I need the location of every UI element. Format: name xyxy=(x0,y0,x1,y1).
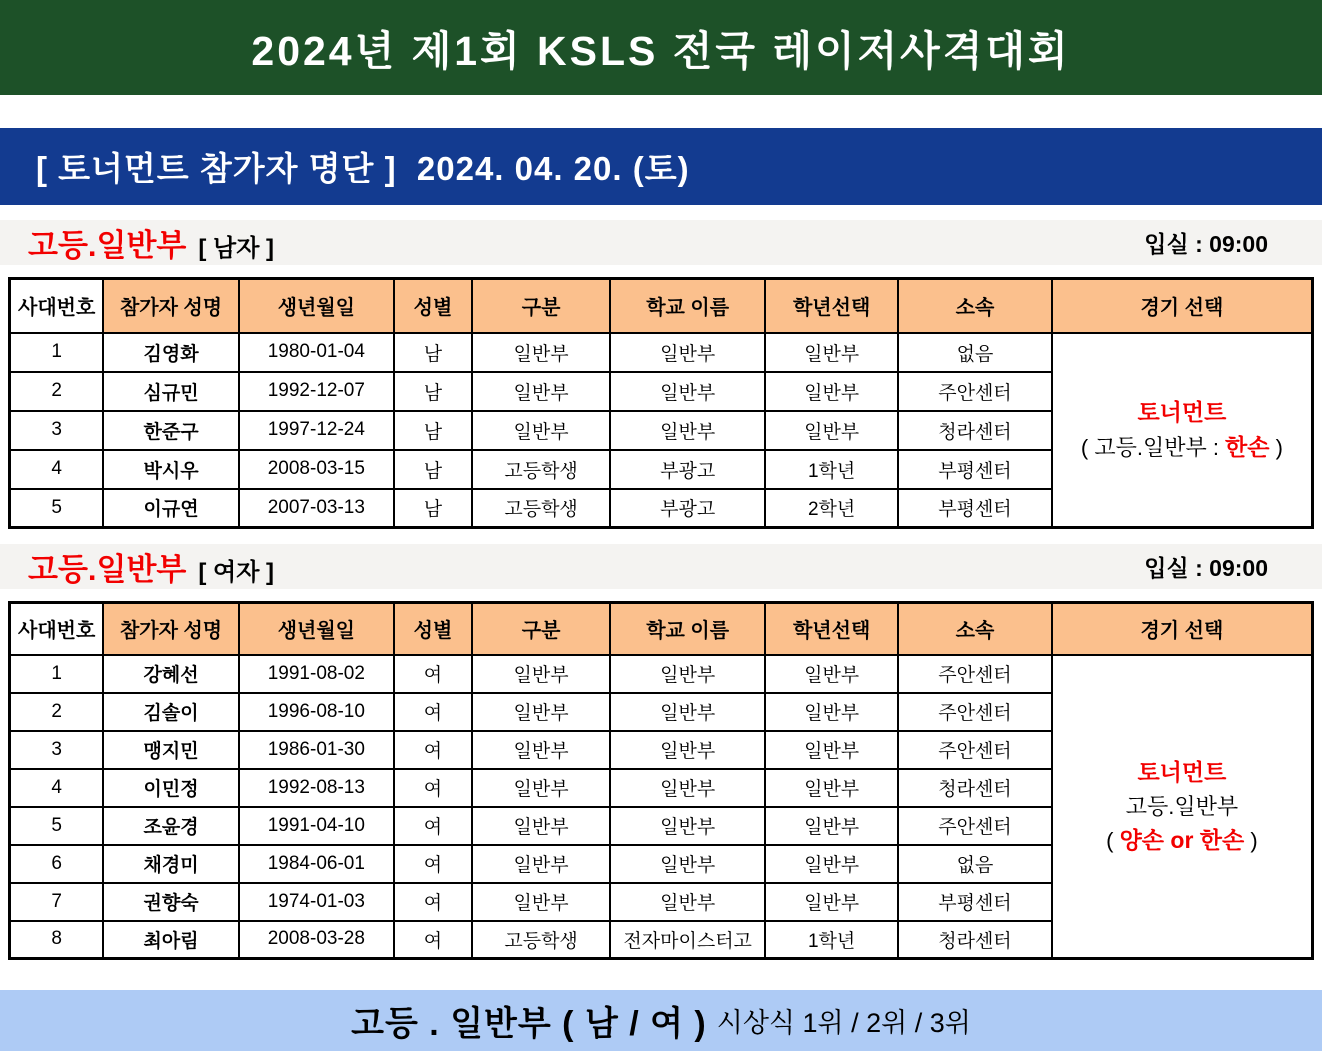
cell-name: 이민정 xyxy=(103,769,239,807)
cell-school: 일반부 xyxy=(610,845,765,883)
division-label: 고등.일반부 xyxy=(28,228,187,263)
header-row xyxy=(10,279,1313,333)
cell-affiliation: 주안센터 xyxy=(898,731,1052,769)
cell-affiliation: 주안센터 xyxy=(898,807,1052,845)
cell-category: 일반부 xyxy=(472,655,610,693)
cell-gender: 남 xyxy=(394,372,472,411)
female-roster-table xyxy=(8,601,1314,960)
cell-grade: 일반부 xyxy=(765,411,898,450)
roster-banner-title: [ 토너먼트 참가자 명단 ] 2024. 04. 20. (토) xyxy=(36,150,690,187)
cell-name: 한준구 xyxy=(103,411,239,450)
cell-gender: 여 xyxy=(394,769,472,807)
col-header-birthdate: 생년월일 xyxy=(239,279,394,333)
cell-category: 일반부 xyxy=(472,845,610,883)
match-hand-type: 양손 or 한손 xyxy=(1119,826,1245,853)
match-title: 토너먼트 xyxy=(1137,399,1227,426)
cell-lane-no: 3 xyxy=(10,411,104,450)
cell-name: 박시우 xyxy=(103,450,239,489)
cell-affiliation: 부평센터 xyxy=(898,489,1052,528)
cell-affiliation: 부평센터 xyxy=(898,450,1052,489)
match-selection-cell xyxy=(1052,333,1313,528)
col-header-name: 참가자 성명 xyxy=(103,603,239,655)
cell-gender: 여 xyxy=(394,921,472,959)
cell-category: 일반부 xyxy=(472,769,610,807)
entry-time: 입실 : 09:00 xyxy=(1144,231,1268,257)
cell-grade: 일반부 xyxy=(765,769,898,807)
cell-name: 맹지민 xyxy=(103,731,239,769)
cell-birthdate: 1996-08-10 xyxy=(239,693,394,731)
section-header-male xyxy=(0,220,1322,265)
cell-affiliation: 청라센터 xyxy=(898,921,1052,959)
match-selection-cell xyxy=(1052,655,1313,959)
event-title: 2024년 제1회 KSLS 전국 레이저사격대회 xyxy=(251,28,1071,74)
match-title: 토너먼트 xyxy=(1137,759,1227,786)
cell-name: 강혜선 xyxy=(103,655,239,693)
cell-category: 일반부 xyxy=(472,372,610,411)
cell-grade: 일반부 xyxy=(765,333,898,372)
cell-affiliation: 주안센터 xyxy=(898,693,1052,731)
cell-gender: 남 xyxy=(394,333,472,372)
cell-name: 이규연 xyxy=(103,489,239,528)
cell-school: 일반부 xyxy=(610,883,765,921)
cell-birthdate: 1986-01-30 xyxy=(239,731,394,769)
cell-lane-no: 7 xyxy=(10,883,104,921)
cell-category: 일반부 xyxy=(472,333,610,372)
cell-lane-no: 4 xyxy=(10,450,104,489)
cell-category: 일반부 xyxy=(472,883,610,921)
cell-lane-no: 1 xyxy=(10,655,104,693)
match-division: 고등.일반부 xyxy=(1125,793,1239,819)
cell-school: 전자마이스터고 xyxy=(610,921,765,959)
section-title-male xyxy=(28,220,274,265)
cell-grade: 일반부 xyxy=(765,731,898,769)
header-row xyxy=(10,603,1313,655)
cell-gender: 남 xyxy=(394,489,472,528)
cell-grade: 일반부 xyxy=(765,693,898,731)
col-header-gender: 성별 xyxy=(394,279,472,333)
match-hand-type: 한손 xyxy=(1225,433,1270,460)
cell-grade: 일반부 xyxy=(765,807,898,845)
cell-name: 김영화 xyxy=(103,333,239,372)
award-ranks: 시상식 1위 / 2위 / 3위 xyxy=(716,1008,971,1038)
gender-label: [ 여자 ] xyxy=(198,559,275,586)
gender-label: [ 남자 ] xyxy=(198,235,275,262)
cell-school: 일반부 xyxy=(610,731,765,769)
cell-lane-no: 2 xyxy=(10,372,104,411)
roster-banner xyxy=(0,128,1322,205)
cell-gender: 여 xyxy=(394,845,472,883)
cell-grade: 1학년 xyxy=(765,450,898,489)
participant-row xyxy=(10,333,1313,372)
cell-lane-no: 5 xyxy=(10,807,104,845)
award-banner xyxy=(0,990,1322,1051)
cell-lane-no: 8 xyxy=(10,921,104,959)
award-division: 고등 . 일반부 ( 남 / 여 ) xyxy=(351,1005,707,1043)
match-detail: ( 양손 or 한손 ) xyxy=(1106,826,1258,853)
cell-affiliation: 부평센터 xyxy=(898,883,1052,921)
cell-grade: 2학년 xyxy=(765,489,898,528)
cell-school: 일반부 xyxy=(610,693,765,731)
col-header-category: 구분 xyxy=(472,603,610,655)
cell-birthdate: 1992-08-13 xyxy=(239,769,394,807)
section-header-female xyxy=(0,544,1322,589)
cell-birthdate: 2008-03-15 xyxy=(239,450,394,489)
cell-category: 일반부 xyxy=(472,693,610,731)
division-label: 고등.일반부 xyxy=(28,552,187,587)
entry-time: 입실 : 09:00 xyxy=(1144,555,1268,581)
cell-birthdate: 1974-01-03 xyxy=(239,883,394,921)
cell-category: 고등학생 xyxy=(472,921,610,959)
col-header-lane-no: 사대번호 xyxy=(10,279,104,333)
cell-grade: 일반부 xyxy=(765,655,898,693)
cell-gender: 여 xyxy=(394,883,472,921)
cell-school: 부광고 xyxy=(610,450,765,489)
cell-birthdate: 1992-12-07 xyxy=(239,372,394,411)
cell-lane-no: 2 xyxy=(10,693,104,731)
col-header-gender: 성별 xyxy=(394,603,472,655)
cell-birthdate: 2008-03-28 xyxy=(239,921,394,959)
cell-school: 부광고 xyxy=(610,489,765,528)
col-header-grade: 학년선택 xyxy=(765,603,898,655)
col-header-match-selection: 경기 선택 xyxy=(1052,603,1313,655)
col-header-school: 학교 이름 xyxy=(610,603,765,655)
cell-birthdate: 2007-03-13 xyxy=(239,489,394,528)
col-header-affiliation: 소속 xyxy=(898,279,1052,333)
col-header-affiliation: 소속 xyxy=(898,603,1052,655)
participant-row xyxy=(10,655,1313,693)
cell-name: 최아림 xyxy=(103,921,239,959)
cell-birthdate: 1984-06-01 xyxy=(239,845,394,883)
cell-name: 채경미 xyxy=(103,845,239,883)
cell-school: 일반부 xyxy=(610,372,765,411)
cell-gender: 여 xyxy=(394,693,472,731)
cell-lane-no: 5 xyxy=(10,489,104,528)
cell-gender: 남 xyxy=(394,411,472,450)
cell-lane-no: 6 xyxy=(10,845,104,883)
cell-category: 고등학생 xyxy=(472,489,610,528)
male-roster-table xyxy=(8,277,1314,529)
col-header-match-selection: 경기 선택 xyxy=(1052,279,1313,333)
cell-gender: 여 xyxy=(394,731,472,769)
cell-affiliation: 청라센터 xyxy=(898,411,1052,450)
col-header-grade: 학년선택 xyxy=(765,279,898,333)
cell-lane-no: 1 xyxy=(10,333,104,372)
event-title-banner xyxy=(0,0,1322,95)
section-title-female xyxy=(28,544,274,589)
cell-category: 일반부 xyxy=(472,411,610,450)
cell-grade: 일반부 xyxy=(765,845,898,883)
cell-grade: 1학년 xyxy=(765,921,898,959)
cell-category: 일반부 xyxy=(472,731,610,769)
cell-school: 일반부 xyxy=(610,333,765,372)
cell-grade: 일반부 xyxy=(765,883,898,921)
cell-affiliation: 주안센터 xyxy=(898,655,1052,693)
cell-birthdate: 1991-04-10 xyxy=(239,807,394,845)
cell-category: 일반부 xyxy=(472,807,610,845)
col-header-name: 참가자 성명 xyxy=(103,279,239,333)
cell-gender: 여 xyxy=(394,655,472,693)
cell-affiliation: 청라센터 xyxy=(898,769,1052,807)
cell-gender: 여 xyxy=(394,807,472,845)
col-header-school: 학교 이름 xyxy=(610,279,765,333)
cell-name: 권향숙 xyxy=(103,883,239,921)
cell-lane-no: 3 xyxy=(10,731,104,769)
col-header-birthdate: 생년월일 xyxy=(239,603,394,655)
cell-name: 김솔이 xyxy=(103,693,239,731)
cell-name: 심규민 xyxy=(103,372,239,411)
cell-affiliation: 주안센터 xyxy=(898,372,1052,411)
cell-lane-no: 4 xyxy=(10,769,104,807)
cell-gender: 남 xyxy=(394,450,472,489)
match-detail: ( 고등.일반부 : 한손 ) xyxy=(1080,433,1283,460)
cell-affiliation: 없음 xyxy=(898,333,1052,372)
cell-birthdate: 1980-01-04 xyxy=(239,333,394,372)
cell-grade: 일반부 xyxy=(765,372,898,411)
col-header-lane-no: 사대번호 xyxy=(10,603,104,655)
cell-birthdate: 1991-08-02 xyxy=(239,655,394,693)
cell-school: 일반부 xyxy=(610,807,765,845)
cell-school: 일반부 xyxy=(610,411,765,450)
col-header-category: 구분 xyxy=(472,279,610,333)
cell-name: 조윤경 xyxy=(103,807,239,845)
cell-category: 고등학생 xyxy=(472,450,610,489)
cell-affiliation: 없음 xyxy=(898,845,1052,883)
cell-birthdate: 1997-12-24 xyxy=(239,411,394,450)
cell-school: 일반부 xyxy=(610,769,765,807)
cell-school: 일반부 xyxy=(610,655,765,693)
